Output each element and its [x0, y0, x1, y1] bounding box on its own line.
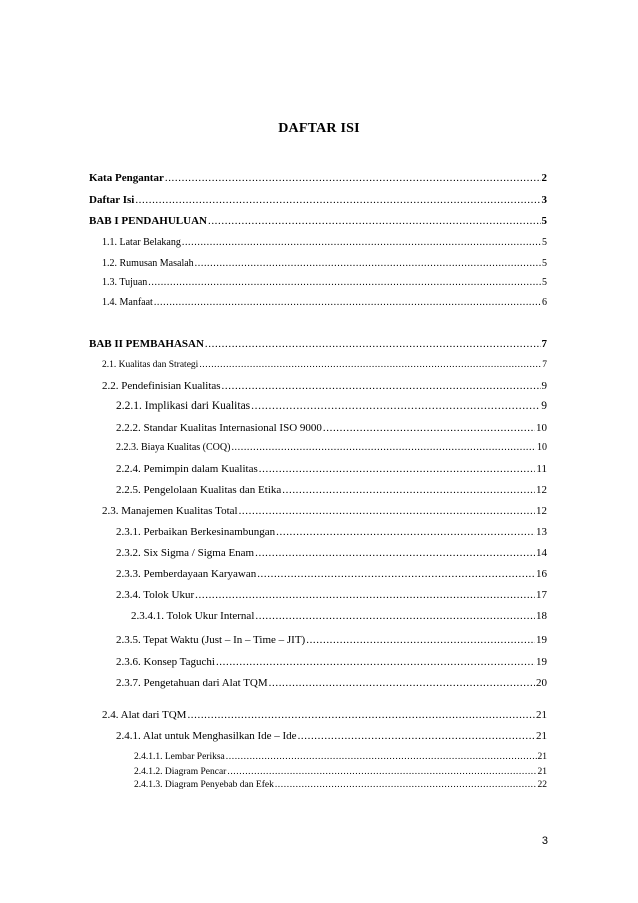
toc-page: 21: [537, 752, 547, 762]
toc-entry-2-3-3[interactable]: [116, 568, 547, 580]
toc-page: 5: [542, 237, 547, 248]
toc-label: 1.4. Manfaat: [102, 297, 153, 308]
toc-label: Kata Pengantar: [89, 172, 164, 184]
toc-page: 20: [536, 677, 547, 689]
toc-entry-2-4-1-3[interactable]: [134, 780, 547, 790]
toc-label: 2.3.1. Perbaikan Berkesinambungan: [116, 526, 276, 538]
toc-entry-1-3[interactable]: [102, 277, 547, 288]
toc-entry-2-1[interactable]: [102, 360, 547, 370]
toc-entry-2-2[interactable]: [102, 380, 547, 392]
toc-page: 19: [536, 656, 547, 668]
toc-label: 2.4.1.3. Diagram Penyebab dan Efek: [134, 780, 274, 790]
toc-page: 3: [541, 194, 547, 206]
toc-label: 2.2.4. Pemimpin dalam Kualitas: [116, 463, 258, 475]
toc-page: 7: [541, 338, 547, 350]
toc-entry-2-3-4[interactable]: [116, 589, 547, 601]
page-number: 3: [541, 835, 548, 847]
toc-label: 2.2.3. Biaya Kualitas (COQ): [116, 442, 231, 453]
toc-label: Daftar Isi: [89, 194, 135, 206]
toc-page: 19: [536, 634, 547, 646]
toc-page: 10: [536, 422, 547, 434]
toc-page: 5: [542, 258, 547, 269]
toc-entry-2-3-5[interactable]: [116, 634, 547, 646]
toc-entry-2-2-2[interactable]: [116, 422, 547, 434]
toc-entry-bab-2[interactable]: [89, 338, 547, 350]
page-title: DAFTAR ISI: [278, 121, 360, 136]
toc-label: BAB I PENDAHULUAN: [89, 215, 207, 227]
toc-page: 13: [536, 526, 547, 538]
toc-label: 2.3.4.1. Tolok Ukur Internal: [131, 610, 255, 622]
toc-entry-2-2-3[interactable]: [116, 442, 547, 453]
toc-label: 2.2. Pendefinisian Kualitas: [102, 380, 221, 392]
toc-label: 2.3.4. Tolok Ukur: [116, 589, 195, 601]
toc-page: 10: [537, 442, 547, 453]
toc-label: 1.3. Tujuan: [102, 277, 148, 288]
toc-entry-2-4-1[interactable]: [116, 730, 547, 742]
toc-page: 14: [536, 547, 547, 559]
toc-label: 2.4.1.1. Lembar Periksa: [134, 752, 225, 762]
toc-entry-1-2[interactable]: [102, 258, 547, 269]
toc-page: 18: [536, 610, 547, 622]
toc-page: 5: [542, 277, 547, 288]
toc-page: 16: [536, 568, 547, 580]
toc-entry-2-2-4[interactable]: [116, 463, 547, 475]
toc-page: 5: [541, 215, 547, 227]
toc-page: 12: [536, 484, 547, 496]
toc-page: 21: [536, 709, 547, 721]
toc-label: 2.3.3. Pemberdayaan Karyawan: [116, 568, 257, 580]
toc-entry-1-4[interactable]: [102, 297, 547, 308]
toc-page: 2: [541, 172, 547, 184]
toc-entry-2-3-1[interactable]: [116, 526, 547, 538]
toc-label: 2.3. Manajemen Kualitas Total: [102, 505, 238, 517]
toc-entry-2-3-6[interactable]: [116, 656, 547, 668]
toc-label: 2.2.5. Pengelolaan Kualitas dan Etika: [116, 484, 282, 496]
toc-page: 7: [542, 360, 547, 370]
toc-entry-2-2-1[interactable]: [116, 400, 547, 412]
toc-label: 2.2.2. Standar Kualitas Internasional ISO 9000: [116, 422, 322, 434]
toc-entry-2-3-7[interactable]: [116, 677, 547, 689]
toc-entry-daftar-isi[interactable]: [89, 194, 547, 206]
toc-page: 17: [536, 589, 547, 601]
toc-label: 2.3.2. Six Sigma / Sigma Enam: [116, 547, 255, 559]
toc-label: 2.3.5. Tepat Waktu (Just – In – Time – JIT): [116, 634, 306, 646]
toc-entry-2-3[interactable]: [102, 505, 547, 517]
toc-page: 9: [541, 380, 547, 392]
toc-entry-2-2-5[interactable]: [116, 484, 547, 496]
toc-entry-bab-1[interactable]: [89, 215, 547, 227]
toc-entry-2-4[interactable]: [102, 709, 547, 721]
toc-label: 2.1. Kualitas dan Strategi: [102, 360, 199, 370]
toc-entry-2-3-2[interactable]: [116, 547, 547, 559]
toc-page: 21: [536, 730, 547, 742]
toc-label: 2.3.7. Pengetahuan dari Alat TQM: [116, 677, 268, 689]
toc-label: 2.3.6. Konsep Taguchi: [116, 656, 215, 668]
toc-entry-kata-pengantar[interactable]: [89, 172, 547, 184]
toc-page: 21: [537, 767, 547, 777]
toc-entry-2-4-1-2[interactable]: [134, 767, 547, 777]
toc-label: 1.2. Rumusan Masalah: [102, 258, 194, 269]
toc-entry-2-3-4-1[interactable]: [131, 610, 547, 622]
toc-label: 2.4.1.2. Diagram Pencar: [134, 767, 227, 777]
toc-entry-2-4-1-1[interactable]: [134, 752, 547, 762]
toc-page: 11: [536, 463, 547, 475]
toc-page: 6: [542, 297, 547, 308]
toc-label: 1.1. Latar Belakang: [102, 237, 181, 248]
toc-label: 2.4.1. Alat untuk Menghasilkan Ide – Ide: [116, 730, 297, 742]
toc-page: 22: [537, 780, 547, 790]
toc-page: 12: [536, 505, 547, 517]
toc-entry-1-1[interactable]: [102, 237, 547, 248]
toc-label: 2.4. Alat dari TQM: [102, 709, 187, 721]
toc-label: 2.2.1. Implikasi dari Kualitas: [116, 400, 251, 412]
toc-label: BAB II PEMBAHASAN: [89, 338, 204, 350]
toc-page: 9: [541, 400, 547, 412]
